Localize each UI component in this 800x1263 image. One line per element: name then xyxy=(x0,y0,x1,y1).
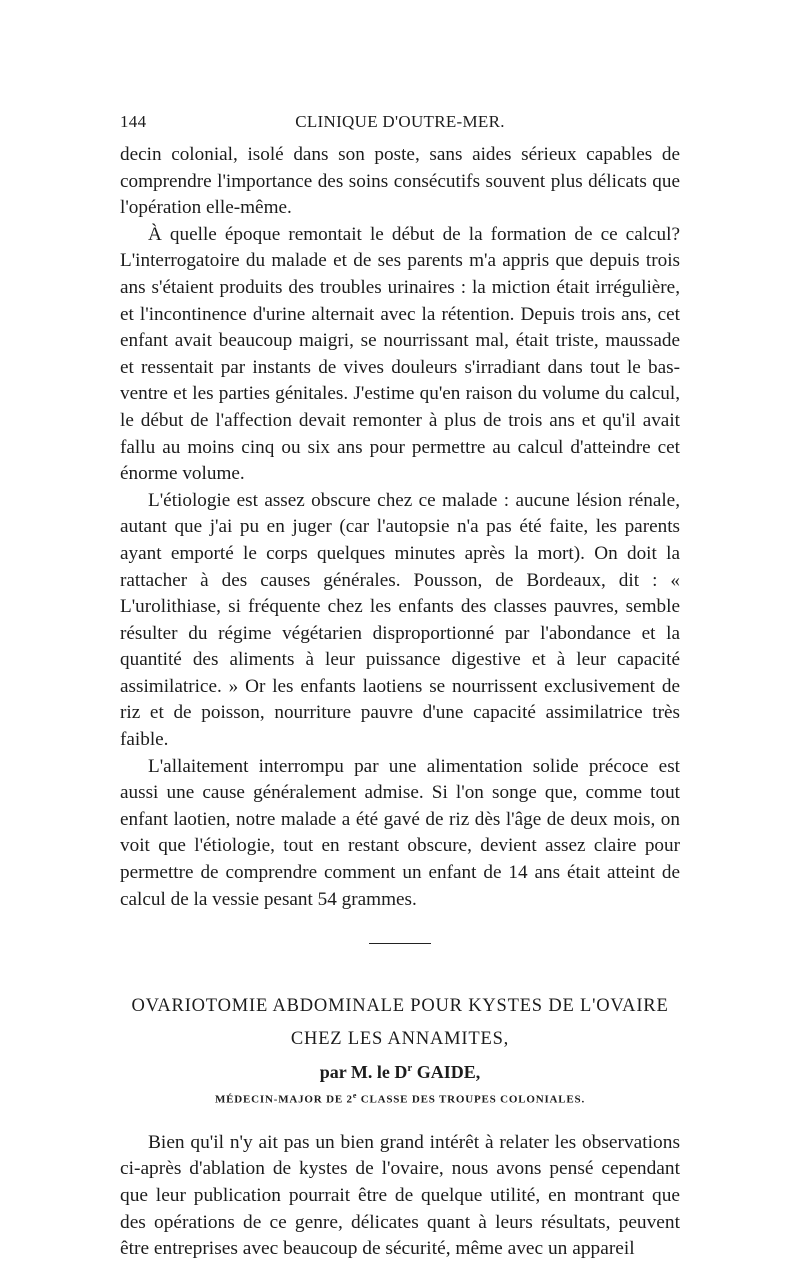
paragraph-continued: decin colonial, isolé dans son poste, sans aides sérieux capables de comprendre l'importance des soins consécutifs souvent plus délicats que l'opération elle-même. xyxy=(120,144,680,219)
affiliation-superscript: e xyxy=(352,1091,358,1101)
paragraph: Bien qu'il n'y ait pas un bien grand intérêt à relater les observations ci-après d'ablation de kystes de l'ovaire, nous avons pensé cependant que leur publication pourrait être de quelque utilité, en montrant que des opérations de ce genre, délicates quant à leurs résultats, peuvent être entreprises avec beaucoup de sécurité, même avec un appareil xyxy=(120,1131,680,1260)
author-byline xyxy=(120,1062,680,1083)
article-body xyxy=(120,1130,680,1263)
page-header xyxy=(120,112,680,142)
paragraph: L'étiologie est assez obscure chez ce malade : aucune lésion rénale, autant que j'ai pu en juger (car l'autopsie n'a pas été faite, les parents ayant emporté le corps quelques minutes après la mort). On doit la rattacher à des causes générales. Pousson, de Bordeaux, dit : « L'urolithiase, si fréquente chez les enfants des classes pauvres, semble résulter du régime végétarien disproportionné par l'abondance et la quantité des aliments à leur puissance digestive et à leur capacité assimilatrice. » Or les enfants laotiens se nourrissent exclusivement de riz et de poisson, nourriture pauvre d'une capacité assimilatrice très faible. xyxy=(120,489,680,751)
running-title: CLINIQUE D'OUTRE-MER. xyxy=(295,112,505,131)
author-name: GAIDE, xyxy=(412,1062,481,1083)
author-affiliation xyxy=(120,1091,680,1106)
article-title-line: CHEZ LES ANNAMITES, xyxy=(290,1029,510,1050)
section-divider xyxy=(369,943,431,944)
page xyxy=(120,112,680,1263)
article-title-line: OVARIOTOMIE ABDOMINALE POUR KYSTES DE L'OVAIRE xyxy=(131,996,669,1017)
byline-superscript: r xyxy=(407,1062,413,1075)
affiliation-prefix: MÉDECIN-MAJOR DE 2 xyxy=(214,1093,353,1106)
affiliation-rest: CLASSE DES TROUPES COLONIALES. xyxy=(357,1093,586,1106)
byline-prefix: par M. le D xyxy=(319,1062,408,1083)
paragraph: À quelle époque remontait le début de la formation de ce calcul? L'interrogatoire du malade et de ses parents m'a appris que depuis trois ans s'étaient produits des troubles urinaires : la miction était irrégulière, et l'incontinence d'urine alternait avec la rétention. Depuis trois ans, cet enfant avait beaucoup maigri, se nourrissant mal, était triste, maussade et ressentait par instants de vives douleurs s'irradiant dans tout le bas-ventre et les parties génitales. J'estime qu'en raison du volume du calcul, le début de l'affection devait remonter à plus de trois ans et qu'il avait fallu au moins cinq ou six ans pour permettre au calcul d'atteindre cet énorme volume. xyxy=(120,223,680,485)
page-number: 144 xyxy=(120,112,147,131)
paragraph: L'allaitement interrompu par une alimentation solide précoce est aussi une cause généralement admise. Si l'on songe que, comme tout enfant laotien, notre malade a été gavé de riz dès l'âge de deux mois, on voit que l'étiologie, tout en restant obscure, devient assez claire pour permettre de comprendre comment un enfant de 14 ans était atteint de calcul de la vessie pesant 54 grammes. xyxy=(120,755,680,910)
article-title xyxy=(120,990,680,1056)
